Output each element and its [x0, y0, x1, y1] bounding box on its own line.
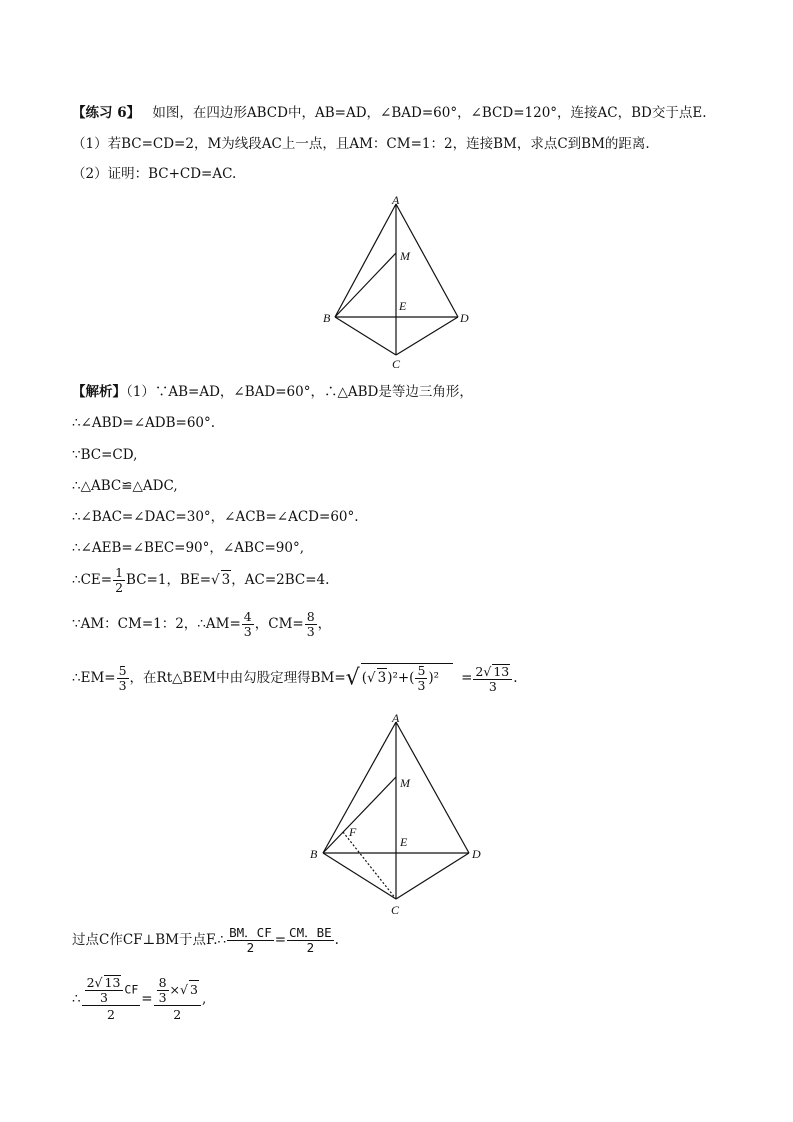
solution-line-6: ∴∠AEB=∠BEC=90°，∠ABC=90°,	[72, 540, 304, 556]
label-a: A	[392, 193, 400, 207]
problem-part1: （1）若BC=CD=2，M为线段AC上一点，且AM：CM=1：2，连接BM，求点C到BM的距离.	[72, 136, 650, 152]
fraction-bm-cf: $\frac{BM.CF}{2}$	[229, 925, 272, 955]
solution-line-3: ∵BC=CD,	[72, 447, 138, 463]
segment-ab	[335, 204, 396, 317]
segment-cf-dotted	[343, 832, 396, 899]
segment-bc	[335, 317, 396, 355]
label-c: C	[391, 903, 400, 917]
segment-bm	[335, 253, 396, 317]
problem-part2: （2）证明：BC+CD=AC.	[72, 166, 237, 182]
label-m: M	[400, 249, 410, 263]
fraction-right: $\frac{8}{3}$ ×√ 3 2	[154, 976, 201, 1024]
solution-line-4: ∴△ABC≌△ADC,	[72, 478, 178, 494]
fraction-am: $\frac{4}{3}$	[243, 609, 252, 639]
fraction-cm-be: $\frac{CM.BE}{2}$	[289, 925, 332, 955]
solution-line-7: ∴CE= $\frac{1}{2}$ BC=1，BE=√ 3，AC=2BC=4.	[72, 565, 330, 595]
segment-dc	[396, 317, 458, 355]
fraction-one-half: $\frac{1}{2}$	[115, 565, 124, 595]
label-b: B	[323, 311, 331, 325]
fraction-em: $\frac{5}{3}$	[118, 663, 127, 693]
label-e: E	[399, 299, 407, 313]
label-m: M	[400, 776, 410, 790]
geometry-figure-1	[315, 192, 475, 372]
radical-bm: (√ 3)²+( $\frac{5}{3}$ )²	[361, 663, 453, 693]
solution-line-11: ∴ $\frac{2√ 13}{3}$ CF 2 = $\frac{8}{3}$ ×√ 3 2 ,	[72, 974, 207, 1022]
label-e: E	[400, 835, 408, 849]
label-b: B	[310, 847, 318, 861]
label-c: C	[392, 357, 401, 371]
fraction-bm-result: $\frac{2√ 13}{3}$	[473, 664, 512, 694]
label-d: D	[460, 311, 469, 325]
solution-header: 【解析】	[72, 384, 126, 400]
solution-line-10: 过点C作CF⊥BM于点F.∴ $\frac{BM.CF}{2}$ = $\frac{CM.BE}{2}$ .	[72, 925, 339, 955]
solution-line-5: ∴∠BAC=∠DAC=30°，∠ACB=∠ACD=60°.	[72, 509, 359, 525]
problem-intro: 如图，在四边形ABCD中，AB=AD，∠BAD=60°，∠BCD=120°，连接AC，BD交于点E.	[152, 105, 707, 121]
geometry-figure-2	[305, 708, 495, 920]
exercise-tag: 【练习 6】	[72, 105, 141, 121]
segment-bc	[323, 853, 396, 899]
label-a: A	[392, 711, 400, 725]
problem-intro-line	[72, 104, 707, 122]
segment-ab	[323, 722, 396, 853]
solution-line-8: ∵AM：CM=1：2，∴AM= $\frac{4}{3}$ ，CM= $\frac{8}{3}$ ，	[72, 609, 332, 639]
fraction-left: $\frac{2√ 13}{3}$ CF 2	[82, 975, 141, 1024]
solution-line-1: 【解析】（1）∵AB=AD，∠BAD=60°，∴△ABD是等边三角形，	[72, 384, 473, 400]
solution-line-2: ∴∠ABD=∠ADB=60°.	[72, 415, 216, 431]
solution-line-9: ∴EM= $\frac{5}{3}$ ，在Rt△BEM中由勾股定理得BM=√ (√ 3)²+( $\frac{5}{3}$ )² = $\frac{2√ 13}{3}$ .	[72, 663, 518, 694]
segment-dc	[396, 853, 469, 899]
fraction-cm: $\frac{8}{3}$	[306, 609, 315, 639]
label-d: D	[472, 847, 481, 861]
label-f: F	[349, 825, 357, 839]
